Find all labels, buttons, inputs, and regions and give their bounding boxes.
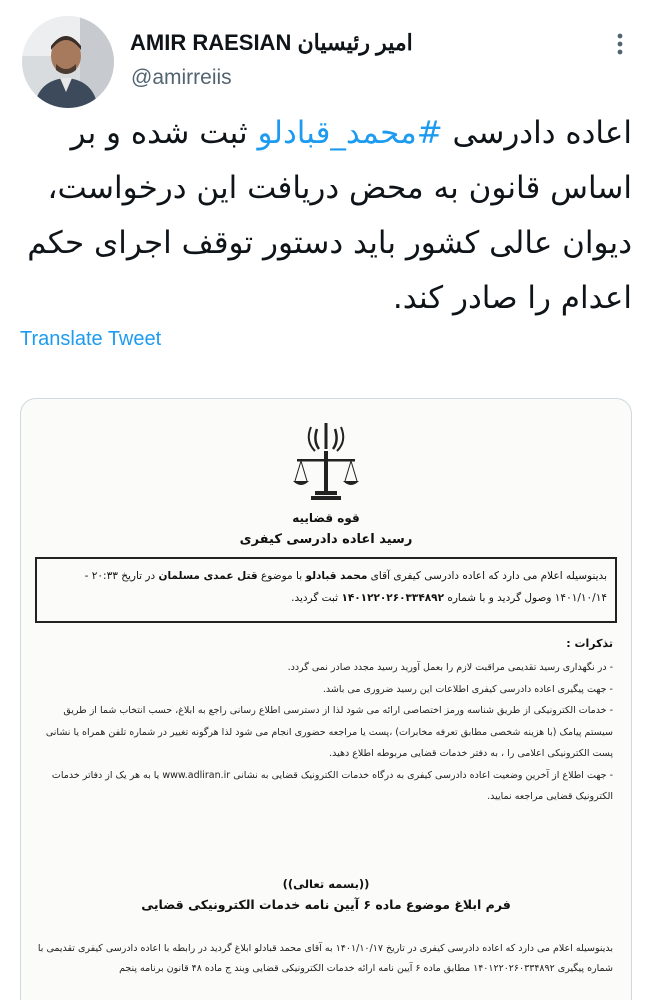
hashtag-link[interactable]: #محمد_قبادلو <box>257 115 443 151</box>
receipt-box <box>35 557 617 623</box>
note-item: - جهت اطلاع از آخرین وضعیت اعاده دادرسی کیفری به درگاه خدمات الکترونیک قضایی به نشانی www.adliran.ir یا به هر یک از دفاتر خدمات الکترونیک قضایی مراجعه نمایید. <box>51 769 613 802</box>
note-item: - خدمات الکترونیکی از طریق شناسه ورمز اختصاصی ارائه می شود لذا از دسترسی اطلاع رسانی راجع به ابلاغ، حسب انتخاب شما از طریق سیستم پیامک (با هزینه شخصی مطابق تعرفه مخابرات) ،پست یا مراجعه حضوری انجام می شود لذا هرگونه تغییر در شماره تلفن همراه یا نشانی پست الکترونیکی اعلامی را ، به دفتر خدمات قضایی مربوطه اطلاع دهید. <box>45 705 613 759</box>
receipt-person-name: محمد قبادلو <box>305 570 368 582</box>
user-handle[interactable]: @amirreiis <box>131 66 232 89</box>
tweet-text <box>20 106 632 326</box>
tweet-text-before: اعاده دادرسی <box>442 115 632 151</box>
bismillah-heading: ((بسمه تعالی)) <box>282 877 370 891</box>
avatar-image <box>22 16 114 108</box>
receipt-text-2: با موضوع <box>257 570 306 582</box>
receipt-title: رسید اعاده دادرسی کیفری <box>239 532 413 547</box>
tweet-text-after: ثبت شده و بر اساس قانون به محض دریافت این درخواست، دیوان عالی کشور باید دستور توقف اجرای حکم اعدام را صادر کند. <box>27 115 632 316</box>
avatar[interactable] <box>22 16 114 108</box>
notification-text: بدینوسیله اعلام می دارد که اعاده دادرسی کیفری در تاریخ ۱۴۰۱/۱۰/۱۷ به آقای محمد قبادلو ابلاغ گردید در رابطه با اعاده دادرسی کیفری تقدیمی با شماره پیگیری ۱۴۰۱۲۲۰۲۶۰۳۳۴۸۹۲ مطابق ماده ۶ آیین نامه ارائه خدمات الکترونیکی قضایی وبند ج ماده ۴۸ قانون برنامه پنجم <box>37 943 613 974</box>
judiciary-emblem-icon <box>291 419 361 509</box>
tweet-header <box>0 0 652 120</box>
notes-list <box>33 657 613 808</box>
translate-tweet-link[interactable]: Translate Tweet <box>20 328 162 350</box>
notes-title: تذکرات : <box>566 637 613 650</box>
receipt-text-1: بدینوسیله اعلام می دارد که اعاده دادرسی کیفری آقای <box>367 570 607 582</box>
receipt-text-3: در تاریخ ۲۰:۳۳ - ۱۴۰۱/۱۰/۱۴ وصول گردید و با شماره <box>84 570 607 604</box>
form-title: فرم ابلاغ موضوع ماده ۶ آیین نامه خدمات الکترونیکی قضایی <box>141 897 511 912</box>
note-item: - در نگهداری رسید تقدیمی مراقبت لازم را بعمل آورید رسید مجدد صادر نمی گردد. <box>287 662 613 673</box>
attached-image[interactable] <box>20 398 632 1000</box>
receipt-text-4: ثبت گردید. <box>291 592 342 604</box>
display-name[interactable]: AMIR RAESIAN امیر رئیسیان <box>130 30 413 55</box>
receipt-number: ۱۴۰۱۲۲۰۲۶۰۳۳۴۸۹۲ <box>341 592 444 604</box>
authority-name: قوه قضاییه <box>292 511 360 525</box>
more-options-icon[interactable] <box>606 30 634 58</box>
receipt-subject: قتل عمدی مسلمان <box>158 570 258 582</box>
note-item: - جهت پیگیری اعاده دادرسی کیفری اطلاعات این رسید ضروری می باشد. <box>322 683 613 695</box>
